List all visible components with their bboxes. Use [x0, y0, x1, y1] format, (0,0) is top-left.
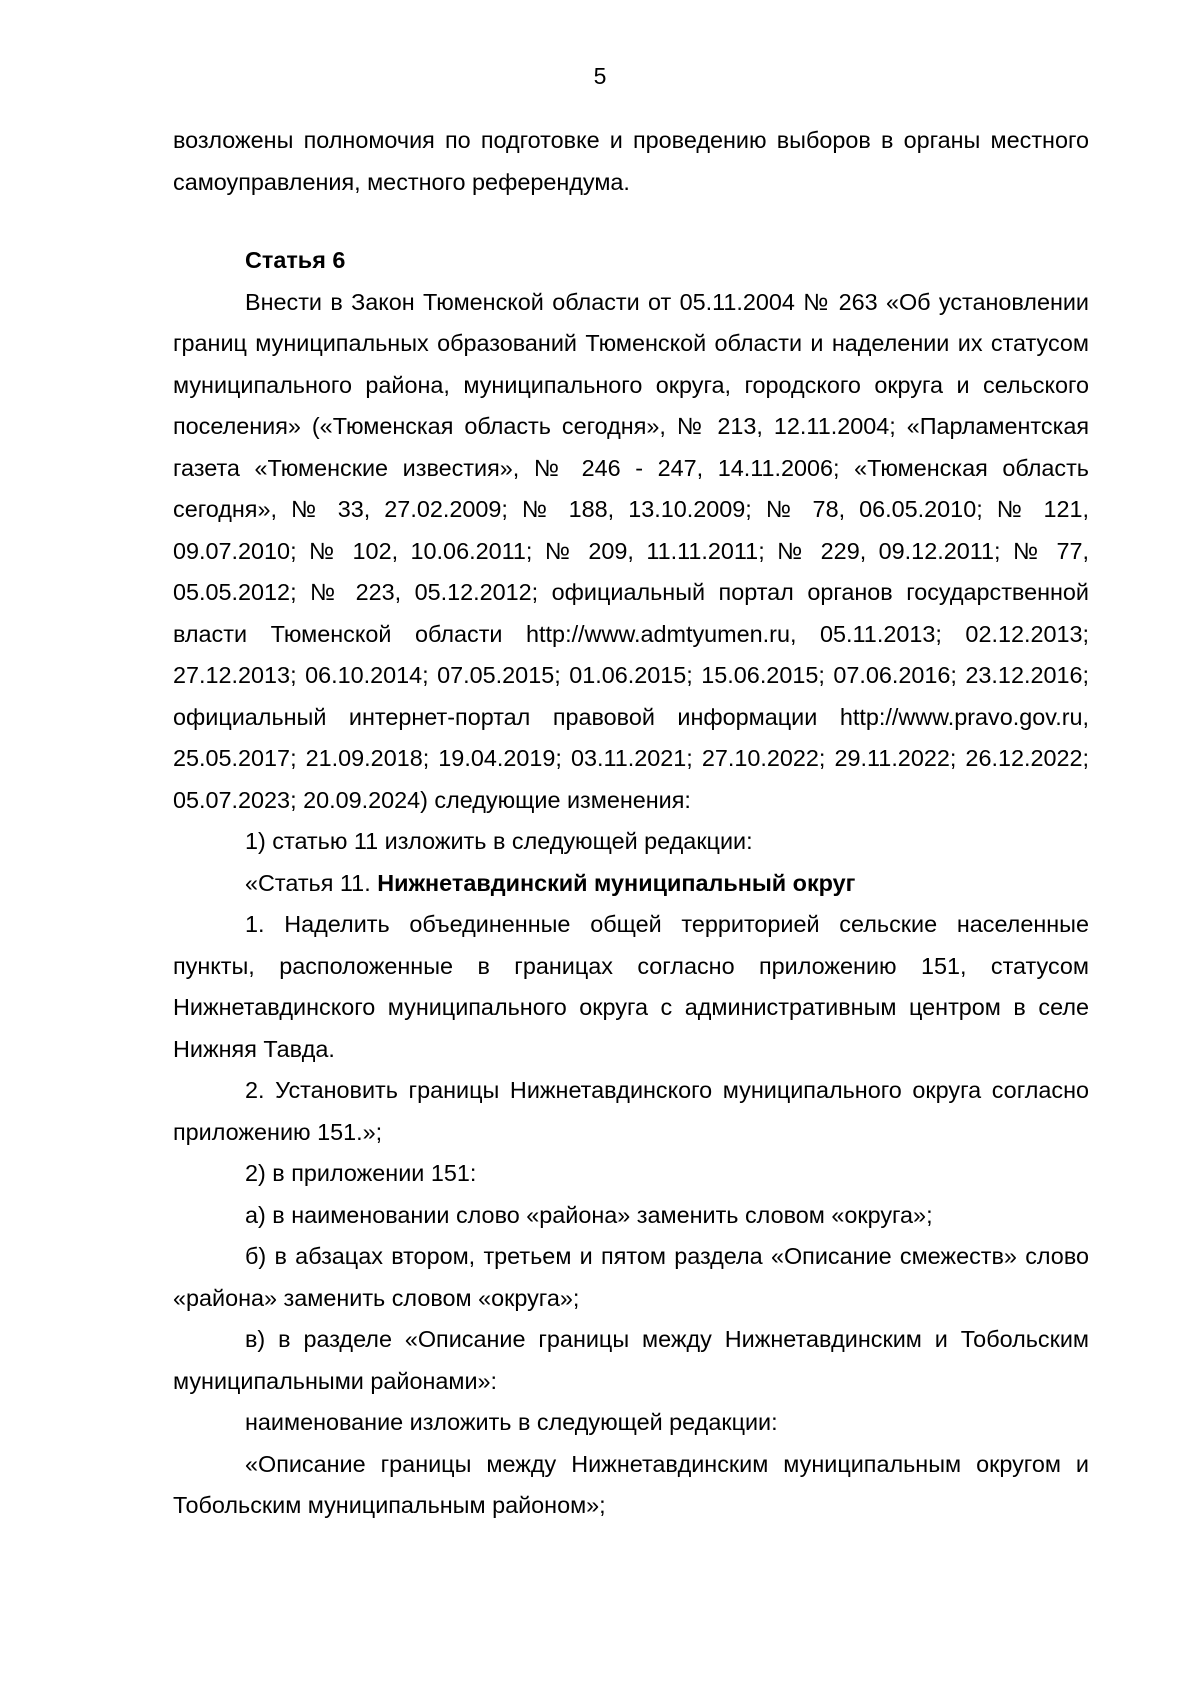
- spacer: [173, 203, 1089, 240]
- paragraph-amendment: Внести в Закон Тюменской области от 05.11.2004 № 263 «Об установлении границ муниципальных образований Тюменской области и наделении их статусом муниципального района, муниципального округа, городского округа и сельского поселения» («Тюменская область сегодня», № 213, 12.11.2004; «Парламентская газета «Тюменские известия», № 246 - 247, 14.11.2006; «Тюменская область сегодня», № 33, 27.02.2009; № 188, 13.10.2009; № 78, 06.05.2010; № 121, 09.07.2010; № 102, 10.06.2011; № 209, 11.11.2011; № 229, 09.12.2011; № 77, 05.05.2012; № 223, 05.12.2012; официальный портал органов государственной власти Тюменской области http://www.admtyumen.ru, 05.11.2013; 02.12.2013; 27.12.2013; 06.10.2014; 07.05.2015; 01.06.2015; 15.06.2015; 07.06.2016; 23.12.2016; официальный интернет-портал правовой информации http://www.pravo.gov.ru, 25.05.2017; 21.09.2018; 19.04.2019; 03.11.2021; 27.10.2022; 29.11.2022; 26.12.2022; 05.07.2023; 20.09.2024) следующие изменения:: [173, 288, 1089, 813]
- paragraph-intro: возложены полномочия по подготовке и проведению выборов в органы местного самоуправления, местного референдума.: [173, 127, 1089, 195]
- clause-2: 2. Установить границы Нижнетавдинского муниципального округа согласно приложению 151.»;: [173, 1077, 1089, 1145]
- list-item-2: 2) в приложении 151:: [245, 1160, 477, 1186]
- list-item-1: 1) статью 11 изложить в следующей редакции:: [245, 828, 753, 854]
- page-number: 5: [593, 63, 607, 89]
- list-item-2b: б) в абзацах втором, третьем и пятом раздела «Описание смежеств» слово «района» заменить словом «округа»;: [173, 1243, 1089, 1311]
- list-item-2v: в) в разделе «Описание границы между Нижнетавдинским и Тобольским муниципальными районами»:: [173, 1326, 1089, 1394]
- clause-1: 1. Наделить объединенные общей территорией сельские населенные пункты, расположенные в границах согласно приложению 151, статусом Нижнетавдинского муниципального округа с административным центром в селе Нижняя Тавда.: [173, 911, 1089, 1062]
- article-title: Статья 6: [245, 247, 346, 273]
- list-item-2v-sub: наименование изложить в следующей редакции:: [245, 1409, 778, 1435]
- article-11-heading: [173, 863, 1089, 905]
- list-item-2a: а) в наименовании слово «района» заменить словом «округа»;: [245, 1201, 933, 1228]
- article-11-name: Нижнетавдинский муниципальный округ: [377, 869, 856, 896]
- article-11-prefix: «Статья 11.: [245, 869, 378, 896]
- document-body: [173, 120, 1089, 1527]
- list-item-2v-quote: «Описание границы между Нижнетавдинским муниципальным округом и Тобольским муниципальным районом»;: [173, 1450, 1089, 1518]
